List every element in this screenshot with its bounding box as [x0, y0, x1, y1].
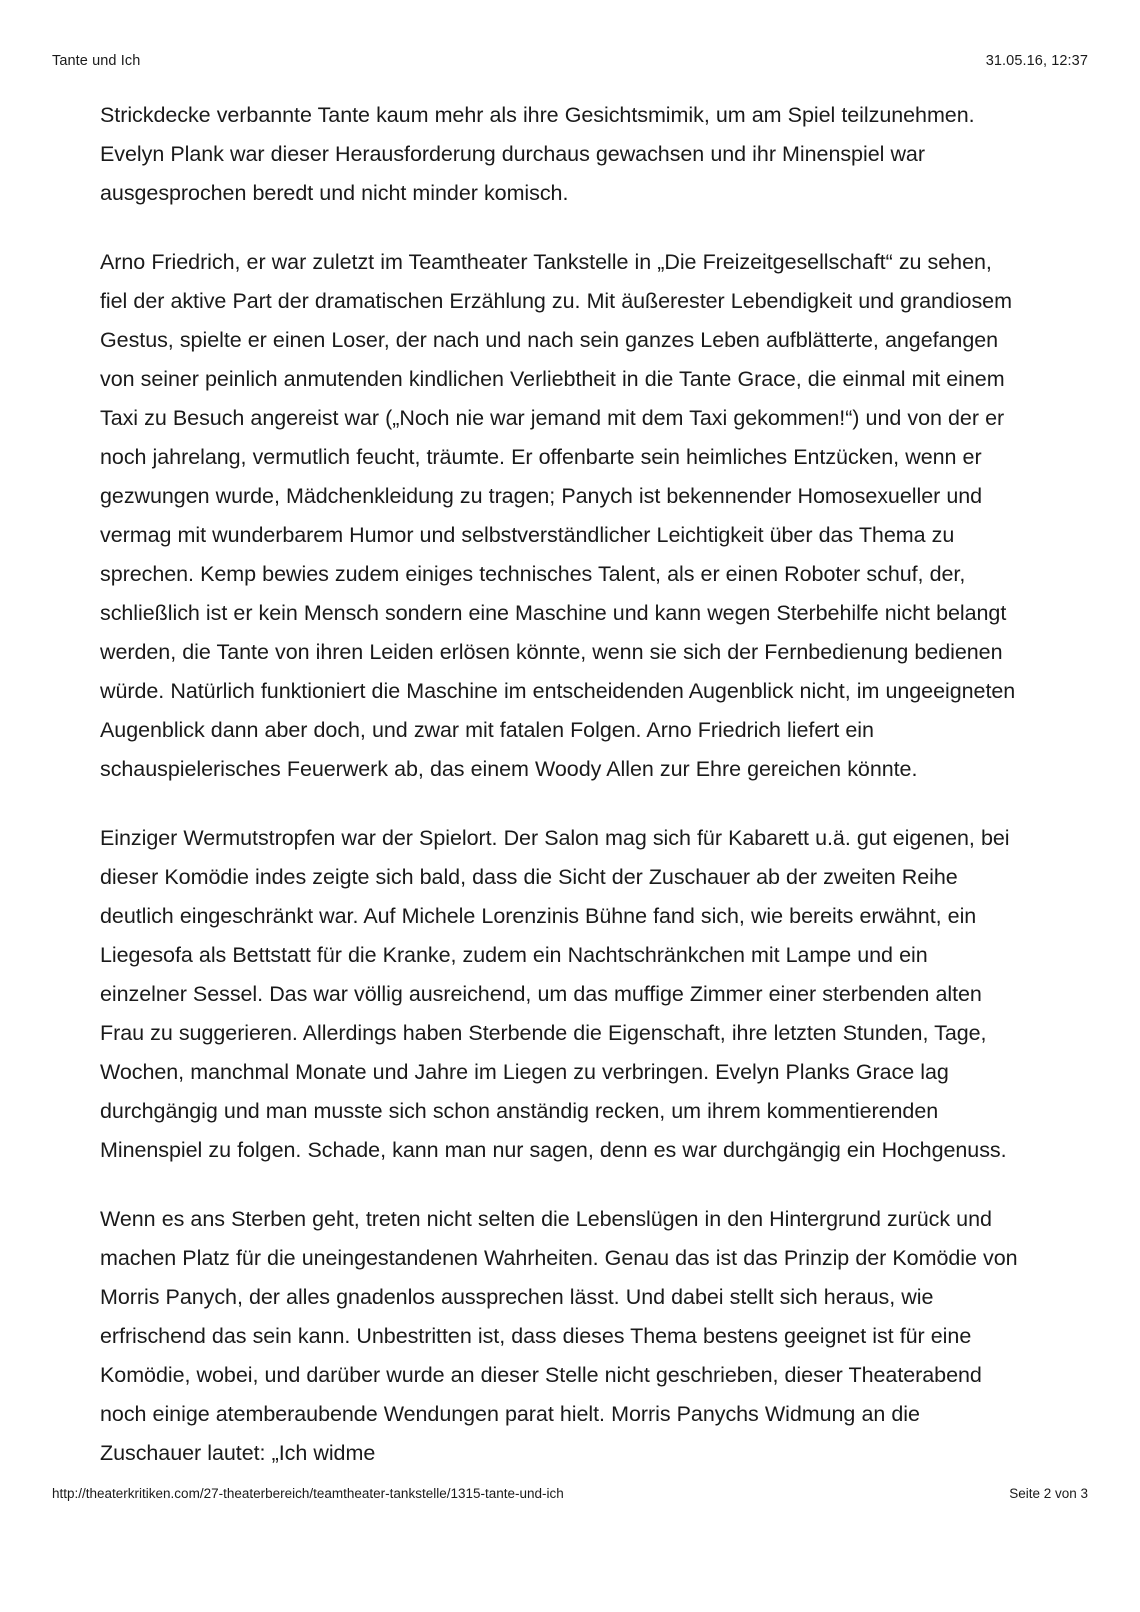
footer-page-number: Seite 2 von 3 — [1009, 1486, 1088, 1501]
article-body — [100, 96, 1018, 1473]
header-print-timestamp: 31.05.16, 12:37 — [985, 53, 1088, 69]
body-paragraph: Wenn es ans Sterben geht, treten nicht selten die Lebenslügen in den Hintergrund zurück und machen Platz für die uneingestandenen Wahrheiten. Genau das ist das Prinzip der Komödie von Morris Panych, der alles gnadenlos aussprechen lässt. Und dabei stellt sich heraus, wie erfrischend das sein kann. Unbestritten ist, dass dieses Thema bestens geeignet ist für eine Komödie, wobei, und darüber wurde an dieser Stelle nicht geschrieben, dieser Theaterabend noch einige atemberaubende Wendungen parat hielt. Morris Panychs Widmung an die Zuschauer lautet: „Ich widme — [100, 1207, 1018, 1465]
header-document-title: Tante und Ich — [52, 53, 141, 69]
page-running-footer — [52, 1484, 1088, 1504]
body-paragraph: Arno Friedrich, er war zuletzt im Teamtheater Tankstelle in „Die Freizeitgesellschaft“ zu sehen, fiel der aktive Part der dramatischen Erzählung zu. Mit äußerester Lebendigkeit und grandiosem Gestus, spielte er einen Loser, der nach und nach sein ganzes Leben aufblätterte, angefangen von seiner peinlich anmutenden kindlichen Verliebtheit in die Tante Grace, die einmal mit einem Taxi zu Besuch angereist war („Noch nie war jemand mit dem Taxi gekommen!“) und von der er noch jahrelang, vermutlich feucht, träumte. Er offenbarte sein heimliches Entzücken, wenn er gezwungen wurde, Mädchenkleidung zu tragen; Panych ist bekennender Homosexueller und vermag mit wunderbarem Humor und selbstverständlicher Leichtigkeit über das Thema zu sprechen. Kemp bewies zudem einiges technisches Talent, als er einen Roboter schuf, der, schließlich ist er kein Mensch sondern eine Maschine und kann wegen Sterbehilfe nicht belangt werden, die Tante von ihren Leiden erlösen könnte, wenn sie sich der Fernbedienung bedienen würde. Natürlich funktioniert die Maschine im entscheidenden Augenblick nicht, im ungeeigneten Augenblick dann aber doch, und zwar mit fatalen Folgen. Arno Friedrich liefert ein schauspielerisches Feuerwerk ab, das einem Woody Allen zur Ehre gereichen könnte. — [100, 250, 1016, 781]
page-running-header — [52, 50, 1088, 72]
footer-source-url: http://theaterkritiken.com/27-theaterbereich/teamtheater-tankstelle/1315-tante-und-ich — [52, 1486, 564, 1501]
body-paragraph: Einziger Wermutstropfen war der Spielort. Der Salon mag sich für Kabarett u.ä. gut eigenen, bei dieser Komödie indes zeigte sich bald, dass die Sicht der Zuschauer ab der zweiten Reihe deutlich eingeschränkt war. Auf Michele Lorenzinis Bühne fand sich, wie bereits erwähnt, ein Liegesofa als Bettstatt für die Kranke, zudem ein Nachtschränkchen mit Lampe und ein einzelner Sessel. Das war völlig ausreichend, um das muffige Zimmer einer sterbenden alten Frau zu suggerieren. Allerdings haben Sterbende die Eigenschaft, ihre letzten Stunden, Tage, Wochen, manchmal Monate und Jahre im Liegen zu verbringen. Evelyn Planks Grace lag durchgängig und man musste sich schon anständig recken, um ihrem kommentierenden Minenspiel zu folgen. Schade, kann man nur sagen, denn es war durchgängig ein Hochgenuss. — [100, 826, 1010, 1162]
body-paragraph: Strickdecke verbannte Tante kaum mehr als ihre Gesichtsmimik, um am Spiel teilzunehmen. Evelyn Plank war dieser Herausforderung durchaus gewachsen und ihr Minenspiel war ausgesprochen beredt und nicht minder komisch. — [100, 103, 975, 205]
